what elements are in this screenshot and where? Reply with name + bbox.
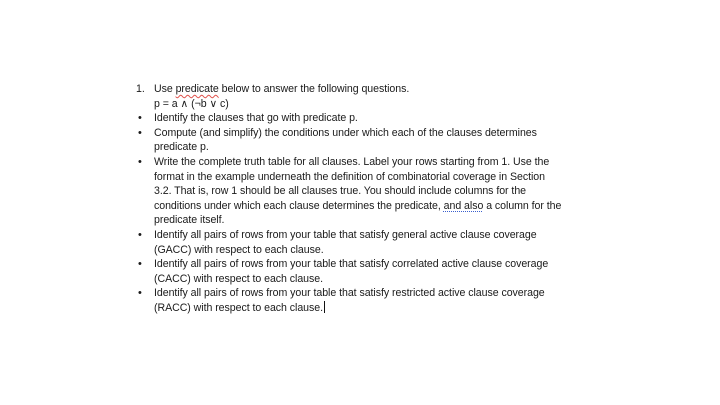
list-item <box>136 126 586 155</box>
bullet-icon: • <box>138 258 142 271</box>
text-cursor <box>324 301 325 313</box>
list-item-text: Identify all pairs of rows from your table that satisfy restricted active clause coverage <box>154 287 545 300</box>
list-item-text: Identify the clauses that go with predicate p. <box>154 112 358 125</box>
list-item-text: Identify all pairs of rows from your table that satisfy general active clause coverage <box>154 228 537 241</box>
bullet-icon: • <box>138 155 142 168</box>
list-item-text: Identify all pairs of rows from your table that satisfy correlated active clause coverage <box>154 258 549 271</box>
list-item-text: predicate itself. <box>154 214 225 227</box>
list-item-text: (GACC) with respect to each clause. <box>154 243 324 256</box>
bullet-icon: • <box>138 112 142 125</box>
list-item <box>136 257 586 286</box>
list-item-text: 3.2. That is, row 1 should be all clauses true. You should include columns for the <box>154 185 527 198</box>
list-item-text: format in the example underneath the definition of combinatorial coverage in Section <box>154 170 545 183</box>
list-item-text: conditions under which each clause determines the predicate, and also a column for the <box>154 199 562 212</box>
bullet-icon: • <box>138 287 142 300</box>
question-intro: Use predicate below to answer the following questions. <box>154 83 410 95</box>
numbered-item-1 <box>136 82 586 111</box>
list-item <box>136 111 586 126</box>
list-item-text: predicate p. <box>154 141 209 154</box>
list-item <box>136 155 586 228</box>
predicate-formula: p = a ∧ (¬b ∨ c) <box>154 97 229 110</box>
list-item <box>136 228 586 257</box>
list-number: 1. <box>136 83 145 95</box>
list-item-text: Compute (and simplify) the conditions under which each of the clauses determines <box>154 126 537 139</box>
list-item-text: (RACC) with respect to each clause. <box>154 301 323 314</box>
bullet-icon: • <box>138 126 142 139</box>
list-item <box>136 286 586 315</box>
bullet-icon: • <box>138 228 142 241</box>
grammar-flag-and-also[interactable]: and also <box>443 199 484 212</box>
document-body[interactable] <box>136 82 586 316</box>
spelling-flag-predicate[interactable]: predicate <box>175 83 219 95</box>
list-item-text: Write the complete truth table for all clauses. Label your rows starting from 1. Use the <box>154 155 550 168</box>
list-item-text: (CACC) with respect to each clause. <box>154 272 323 285</box>
